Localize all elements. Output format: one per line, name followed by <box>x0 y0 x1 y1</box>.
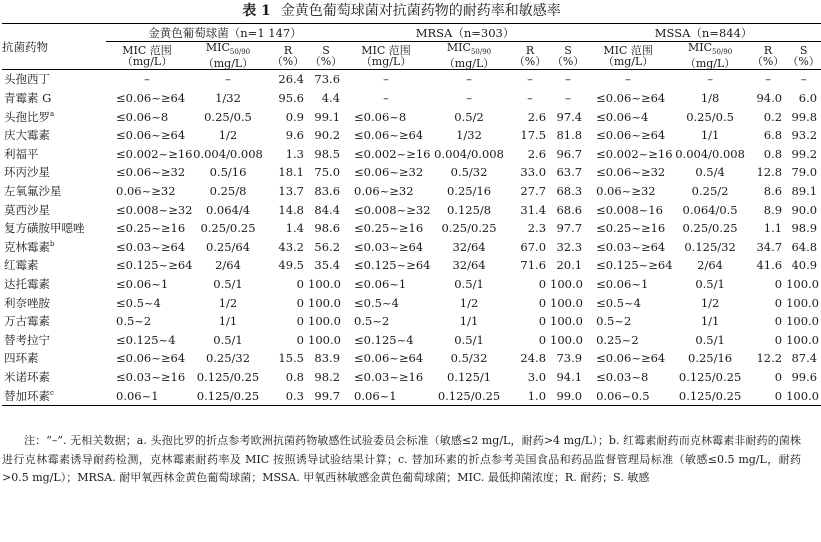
mic50-90-cell: 0.25/32 <box>205 351 251 366</box>
susceptible-rate-cell: 94.1 <box>556 369 583 384</box>
mic-range-cell: ≤0.06~8 <box>116 109 169 124</box>
mic50-90-cell: 0.125/32 <box>684 239 736 254</box>
table-title: 金黄色葡萄球菌对抗菌药物的耐药率和敏感率 <box>280 3 561 19</box>
susceptible-rate-cell: 99.8 <box>791 109 818 124</box>
drug-name: 头孢西丁 <box>4 72 50 87</box>
resistance-rate-cell: 49.5 <box>278 258 304 273</box>
resistance-rate-cell: 9.6 <box>285 128 304 143</box>
mic50-90-cell: 0.125/1 <box>446 369 492 384</box>
susceptible-rate-cell: 97.7 <box>556 221 583 236</box>
drug-name: 利福平 <box>4 146 39 161</box>
susceptible-rate-cell: 83.9 <box>314 351 341 366</box>
mic-range-cell: ≤0.002~≥16 <box>354 146 431 161</box>
resistance-rate-cell: 67.0 <box>520 239 547 254</box>
resistance-rate-cell: 3.0 <box>527 369 547 384</box>
mic-range-cell: ≤0.25~≥16 <box>596 221 666 236</box>
susceptible-rate-cell: 100.0 <box>786 277 820 292</box>
mic-range-cell: ≤0.06~4 <box>596 109 649 124</box>
mic50-90-cell: 0.25/0.25 <box>682 221 738 236</box>
table-row <box>2 238 821 257</box>
mic-range-cell: ≤0.25~≥16 <box>354 221 424 236</box>
susceptible-rate-cell: 63.7 <box>556 165 583 180</box>
susceptible-rate-cell: 98.6 <box>314 221 341 236</box>
resistance-rate-cell: 41.6 <box>756 258 783 273</box>
table-row <box>2 145 821 164</box>
resistance-rate-cell: – <box>527 72 533 87</box>
susceptible-rate-cell: – <box>800 72 807 87</box>
table-row <box>2 256 821 275</box>
mic50-90-cell: 0.125/0.25 <box>670 386 750 405</box>
mic50-90-cell: 0.5/1 <box>213 277 243 292</box>
table-caption <box>0 2 803 20</box>
resistance-rate-cell: 0 <box>538 295 547 310</box>
mic-range-cell: 0.5~2 <box>596 314 632 329</box>
resistance-rate-cell: 8.9 <box>763 202 783 217</box>
drug-name: 达托霉素 <box>4 277 50 292</box>
susceptible-rate-cell: 100.0 <box>308 277 341 292</box>
resistance-rate-cell: 12.8 <box>756 165 783 180</box>
susceptible-rate-cell: 98.9 <box>791 221 818 236</box>
mic50-90-cell: 1/32 <box>456 128 482 143</box>
mic-range-cell: ≤0.06~8 <box>354 109 407 124</box>
susceptible-rate-cell: 100.0 <box>308 314 341 329</box>
resistance-table <box>2 23 821 406</box>
susceptible-rate-cell: 4.4 <box>321 91 341 106</box>
resistance-rate-cell: 33.0 <box>520 165 547 180</box>
resistance-rate-cell: 2.3 <box>527 221 547 236</box>
drug-name: 头孢比罗$^a$ <box>4 109 55 124</box>
resistance-rate-cell: 0 <box>774 369 783 384</box>
susceptible-rate-cell: 100.0 <box>550 332 583 347</box>
mic50-90-header: $MIC_{50/90}$ （mg/L） <box>188 42 268 70</box>
susceptible-rate-cell: 100.0 <box>308 332 341 347</box>
mic50-90-cell: 0.125/0.25 <box>428 386 510 405</box>
mic-range-header: MIC 范围 （mg/L） <box>106 42 188 70</box>
mic50-90-cell: 0.25/0.25 <box>200 221 256 236</box>
susceptible-rate-cell: 100.0 <box>786 295 820 310</box>
resistance-rate-cell: 18.1 <box>278 165 304 180</box>
table-row <box>2 331 821 350</box>
mic50-90-cell: 0.5/2 <box>454 109 484 124</box>
mic50-90-cell: 1/1 <box>459 314 479 329</box>
mic-range-cell: – <box>383 91 389 106</box>
mic50-90-cell: 0.25/2 <box>691 184 729 199</box>
table-row <box>2 163 821 182</box>
susceptible-rate-cell: 40.9 <box>791 258 818 273</box>
resistance-rate-cell: 14.8 <box>278 202 304 217</box>
table-row <box>2 200 821 219</box>
susceptible-rate-cell: 84.4 <box>314 202 341 217</box>
resistance-rate-cell: 34.7 <box>756 239 783 254</box>
mic50-90-cell: 1/1 <box>700 128 720 143</box>
mic-range-cell: ≤0.06~≥64 <box>116 91 186 106</box>
resistance-rate-cell: 24.8 <box>520 351 547 366</box>
susceptible-rate-cell: – <box>565 91 571 106</box>
mic50-90-header: $MIC_{50/90}$ （mg/L） <box>670 42 750 70</box>
table-row <box>2 107 821 126</box>
resistance-rate-cell: 0.8 <box>763 146 783 161</box>
drug-name: 左氧氟沙星 <box>4 184 62 199</box>
mic-range-cell: ≤0.06~1 <box>354 277 407 292</box>
drug-name: 米诺环素 <box>4 369 50 384</box>
susceptible-rate-cell: 68.3 <box>556 184 583 199</box>
drug-name: 克林霉素$^b$ <box>4 239 55 254</box>
drug-name: 复方磺胺甲噁唑 <box>4 221 85 236</box>
resistance-rate-cell: 0.9 <box>285 109 304 124</box>
susceptible-rate-cell: 93.2 <box>791 128 818 143</box>
mic-range-cell: ≤0.5~4 <box>116 295 161 310</box>
table-row <box>2 89 821 108</box>
mic50-90-cell: 0.064/0.5 <box>682 202 738 217</box>
drug-name: 莫西沙星 <box>4 202 50 217</box>
table-row <box>2 70 821 89</box>
resistance-rate-cell: 13.7 <box>278 184 304 199</box>
group-header-mrsa: MRSA（n=303） <box>344 24 586 42</box>
resistance-rate-cell: 0 <box>296 314 304 329</box>
group-header-all: 金黄色葡萄球菌（n=1 147） <box>106 24 344 42</box>
mic50-90-cell: 32/64 <box>452 239 486 254</box>
mic-range-cell: ≤0.03~≥16 <box>354 369 424 384</box>
resistance-rate-cell: – <box>527 91 533 106</box>
susceptible-rate-cell: 79.0 <box>791 165 818 180</box>
table-row <box>2 312 821 331</box>
resistance-rate-cell: 8.6 <box>763 184 783 199</box>
mic50-90-cell: 0.5/1 <box>454 332 484 347</box>
mic50-90-cell: 32/64 <box>452 258 486 273</box>
drug-name: 环丙沙星 <box>4 165 50 180</box>
susceptible-rate-cell: 73.9 <box>556 351 583 366</box>
mic-range-cell: ≤0.008~≥32 <box>116 202 193 217</box>
susceptible-rate-cell: 100.0 <box>786 332 820 347</box>
mic-range-cell: ≤0.06~≥64 <box>596 91 666 106</box>
resistance-rate-cell: 94.0 <box>756 91 783 106</box>
mic-range-cell: 0.06~1 <box>344 386 428 405</box>
susceptible-rate-cell: 99.0 <box>550 386 586 405</box>
susceptible-rate-cell: 56.2 <box>314 239 341 254</box>
mic50-90-cell: 0.5/32 <box>450 165 488 180</box>
drug-name: 庆大霉素 <box>4 128 50 143</box>
resistance-rate-cell: 6.8 <box>763 128 783 143</box>
table-row <box>2 219 821 238</box>
resistance-rate-cell: 0.2 <box>763 109 783 124</box>
mic-range-cell: ≤0.06~≥64 <box>354 351 424 366</box>
susceptible-rate-cell: 100.0 <box>786 386 821 405</box>
susceptible-rate-cell: 73.6 <box>314 72 341 87</box>
mic50-90-cell: 0.5/1 <box>695 332 725 347</box>
mic50-90-cell: 1/2 <box>218 295 238 310</box>
drug-column-header: 抗菌药物 <box>2 24 106 70</box>
mic50-90-cell: 0.5/32 <box>450 351 488 366</box>
mic50-90-cell: 0.004/0.008 <box>675 146 745 161</box>
mic-range-cell: 0.06~0.5 <box>586 386 670 405</box>
resistance-rate-cell: 0 <box>538 332 547 347</box>
mic-range-cell: ≤0.002~≥16 <box>596 146 673 161</box>
mic50-90-cell: 0.25/8 <box>209 184 247 199</box>
s-header: S （%） <box>550 42 586 70</box>
resistance-rate-cell: 0.3 <box>268 386 308 405</box>
mic50-90-cell: 1/1 <box>700 314 720 329</box>
table-row <box>2 386 821 405</box>
mic-range-cell: ≤0.008~≥32 <box>354 202 431 217</box>
table-notes: 注：“–”. 无相关数据；a. 头孢比罗的折点参考欧洲抗菌药物敏感性试验委员会标准（敏感≤2 mg/L，耐药>4 mg/L）；b. 红霉素耐药而克林霉素非耐药的菌株进行克林霉素诱导耐药检测，克林霉素耐药率及 MIC 按照诱导试验结果计算；c. 替加环素的折点参考美国食品和药品监督管理局标准（敏感≤0.5 mg/L，耐药>0.5 mg/L）；MRSA. 耐甲氧西林金黄色葡萄球菌；MSSA. 甲氧西林敏感金黄色葡萄球菌；MIC. 最低抑菌浓度；R. 耐药；S. 敏感 <box>2 434 801 484</box>
resistance-rate-cell: 2.6 <box>527 146 547 161</box>
susceptible-rate-cell: 100.0 <box>550 277 583 292</box>
susceptible-rate-cell: 35.4 <box>314 258 341 273</box>
mic50-90-cell: 0.5/1 <box>695 277 725 292</box>
resistance-rate-cell: 0 <box>296 332 304 347</box>
mic50-90-cell: 0.125/0.25 <box>678 369 742 384</box>
susceptible-rate-cell: 20.1 <box>556 258 583 273</box>
mic50-90-cell: 0.25/0.25 <box>441 221 497 236</box>
resistance-rate-cell: 1.0 <box>510 386 550 405</box>
susceptible-rate-cell: 100.0 <box>786 314 820 329</box>
resistance-rate-cell: 17.5 <box>520 128 547 143</box>
susceptible-rate-cell: – <box>565 72 571 87</box>
mic-range-cell: 0.06~≥32 <box>116 184 176 199</box>
group-header-mssa: MSSA（n=844） <box>586 24 821 42</box>
resistance-rate-cell: – <box>765 72 771 87</box>
mic-range-cell: 0.06~1 <box>106 386 188 405</box>
resistance-rate-cell: 0 <box>774 314 783 329</box>
mic50-90-cell: 0.25/0.5 <box>204 109 252 124</box>
table-row <box>2 275 821 294</box>
resistance-rate-cell: 0 <box>296 295 304 310</box>
resistance-rate-cell: 0 <box>750 386 786 405</box>
mic-range-cell: ≤0.125~≥64 <box>116 258 193 273</box>
mic50-90-cell: – <box>225 72 231 87</box>
mic-range-cell: ≤0.03~≥64 <box>116 239 186 254</box>
mic-range-cell: ≤0.06~1 <box>596 277 649 292</box>
mic50-90-cell: 1/8 <box>700 91 720 106</box>
r-header: R （%） <box>268 42 308 70</box>
mic-range-cell: ≤0.125~4 <box>116 332 176 347</box>
mic50-90-cell: 2/64 <box>215 258 241 273</box>
mic-range-cell: ≤0.06~≥64 <box>116 351 186 366</box>
mic50-90-cell: 2/64 <box>697 258 723 273</box>
mic-range-cell: ≤0.03~≥64 <box>596 239 666 254</box>
mic50-90-cell: 0.5/16 <box>209 165 247 180</box>
mic-range-cell: ≤0.06~≥32 <box>116 165 186 180</box>
mic50-90-cell: 0.5/1 <box>213 332 243 347</box>
mic-range-cell: ≤0.06~≥64 <box>596 128 666 143</box>
mic50-90-cell: 0.25/16 <box>446 184 492 199</box>
resistance-rate-cell: 27.7 <box>520 184 547 199</box>
resistance-rate-cell: 0 <box>538 314 547 329</box>
table-body <box>2 70 821 406</box>
mic50-90-cell: 0.25/16 <box>688 351 733 366</box>
mic-range-cell: ≤0.03~8 <box>596 369 649 384</box>
susceptible-rate-cell: 98.2 <box>314 369 341 384</box>
sub-header-row <box>2 42 821 70</box>
table-row <box>2 368 821 387</box>
mic-range-cell: ≤0.06~1 <box>116 277 169 292</box>
resistance-rate-cell: 2.6 <box>527 109 547 124</box>
resistance-rate-cell: 0.8 <box>285 369 304 384</box>
susceptible-rate-cell: 68.6 <box>556 202 583 217</box>
susceptible-rate-cell: 100.0 <box>550 295 583 310</box>
mic-range-cell: 0.06~≥32 <box>354 184 414 199</box>
susceptible-rate-cell: 81.8 <box>556 128 583 143</box>
mic-range-cell: ≤0.002~≥16 <box>116 146 193 161</box>
susceptible-rate-cell: 99.1 <box>314 109 341 124</box>
resistance-rate-cell: 15.5 <box>278 351 304 366</box>
mic50-90-cell: 0.25/64 <box>205 239 251 254</box>
mic-range-cell: ≤0.06~≥32 <box>596 165 666 180</box>
mic-range-cell: ≤0.5~4 <box>596 295 641 310</box>
susceptible-rate-cell: 6.0 <box>798 91 818 106</box>
s-header: S （%） <box>308 42 344 70</box>
mic50-90-cell: 0.004/0.008 <box>193 146 263 161</box>
resistance-rate-cell: 0 <box>774 277 783 292</box>
mic-range-cell: ≤0.06~≥32 <box>354 165 424 180</box>
table-row <box>2 126 821 145</box>
mic-range-cell: 0.5~2 <box>354 314 390 329</box>
mic50-90-cell: 1/32 <box>215 91 241 106</box>
resistance-rate-cell: 1.1 <box>763 221 783 236</box>
resistance-rate-cell: 26.4 <box>278 72 304 87</box>
r-header: R （%） <box>750 42 786 70</box>
mic50-90-cell: 1/2 <box>218 128 238 143</box>
mic-range-cell: 0.25~2 <box>596 332 639 347</box>
resistance-rate-cell: 0 <box>296 277 304 292</box>
susceptible-rate-cell: 98.5 <box>314 146 341 161</box>
drug-name: 红霉素 <box>4 258 39 273</box>
mic-range-cell: 0.5~2 <box>116 314 152 329</box>
table-row <box>2 182 821 201</box>
mic-range-cell: – <box>625 72 631 87</box>
resistance-rate-cell: 43.2 <box>278 239 304 254</box>
mic-range-cell: – <box>383 72 389 87</box>
mic50-90-cell: – <box>466 72 472 87</box>
mic-range-cell: ≤0.06~≥64 <box>596 351 666 366</box>
mic-range-cell: ≤0.03~≥16 <box>116 369 186 384</box>
resistance-rate-cell: 0 <box>774 295 783 310</box>
mic-range-cell: ≤0.008~16 <box>596 202 663 217</box>
susceptible-rate-cell: 64.8 <box>791 239 818 254</box>
mic50-90-cell: 0.125/8 <box>446 202 492 217</box>
mic-range-cell: ≤0.06~≥64 <box>116 128 186 143</box>
table-row <box>2 349 821 368</box>
mic50-90-cell: – <box>707 72 713 87</box>
mic50-90-cell: 0.064/4 <box>205 202 251 217</box>
susceptible-rate-cell: 83.6 <box>314 184 341 199</box>
susceptible-rate-cell: 89.1 <box>791 184 818 199</box>
mic-range-cell: ≤0.125~≥64 <box>596 258 673 273</box>
resistance-rate-cell: 12.2 <box>756 351 783 366</box>
susceptible-rate-cell: 96.7 <box>556 146 583 161</box>
mic50-90-cell: 1/2 <box>700 295 720 310</box>
drug-name: 替加环素$^c$ <box>2 386 106 405</box>
mic-range-cell: ≤0.06~≥64 <box>354 128 424 143</box>
table-number: 表 1 <box>242 3 271 19</box>
r-header: R （%） <box>510 42 550 70</box>
mic-range-header: MIC 范围 （mg/L） <box>344 42 428 70</box>
resistance-rate-cell: 31.4 <box>520 202 547 217</box>
mic-range-cell: ≤0.125~4 <box>354 332 414 347</box>
susceptible-rate-cell: 100.0 <box>308 295 341 310</box>
resistance-rate-cell: 95.6 <box>278 91 304 106</box>
mic50-90-cell: 0.25/0.5 <box>686 109 734 124</box>
resistance-rate-cell: 1.4 <box>285 221 304 236</box>
mic50-90-cell: 0.5/4 <box>695 165 725 180</box>
susceptible-rate-cell: 100.0 <box>550 314 583 329</box>
susceptible-rate-cell: 99.2 <box>791 146 818 161</box>
mic-range-cell: ≤0.25~≥16 <box>116 221 186 236</box>
mic-range-cell: – <box>144 72 150 87</box>
table-row <box>2 293 821 312</box>
mic50-90-cell: 1/1 <box>218 314 238 329</box>
s-header: S （%） <box>786 42 821 70</box>
mic-range-cell: ≤0.125~≥64 <box>354 258 431 273</box>
mic-range-cell: ≤0.03~≥64 <box>354 239 424 254</box>
drug-name: 青霉素 G <box>4 91 52 106</box>
mic50-90-header: $MIC_{50/90}$ （mg/L） <box>428 42 510 70</box>
susceptible-rate-cell: 99.7 <box>308 386 344 405</box>
mic50-90-cell: – <box>466 91 472 106</box>
resistance-rate-cell: 0 <box>538 277 547 292</box>
drug-name: 万古霉素 <box>4 314 50 329</box>
mic-range-cell: ≤0.5~4 <box>354 295 399 310</box>
susceptible-rate-cell: 90.0 <box>791 202 818 217</box>
resistance-rate-cell: 71.6 <box>520 258 547 273</box>
mic50-90-cell: 0.125/0.25 <box>188 386 268 405</box>
susceptible-rate-cell: 99.6 <box>791 369 818 384</box>
drug-name: 四环素 <box>4 351 39 366</box>
susceptible-rate-cell: 97.4 <box>556 109 583 124</box>
resistance-rate-cell: 1.3 <box>285 146 304 161</box>
drug-name: 替考拉宁 <box>4 332 50 347</box>
resistance-rate-cell: 0 <box>774 332 783 347</box>
mic-range-header: MIC 范围 （mg/L） <box>586 42 670 70</box>
susceptible-rate-cell: 87.4 <box>791 351 818 366</box>
susceptible-rate-cell: 90.2 <box>314 128 341 143</box>
susceptible-rate-cell: 75.0 <box>314 165 341 180</box>
susceptible-rate-cell: 32.3 <box>556 239 583 254</box>
drug-name: 利奈唑胺 <box>4 295 50 310</box>
mic50-90-cell: 0.004/0.008 <box>434 146 504 161</box>
mic50-90-cell: 0.125/0.25 <box>196 369 260 384</box>
mic-range-cell: 0.06~≥32 <box>596 184 656 199</box>
mic50-90-cell: 0.5/1 <box>454 277 484 292</box>
mic50-90-cell: 1/2 <box>459 295 479 310</box>
